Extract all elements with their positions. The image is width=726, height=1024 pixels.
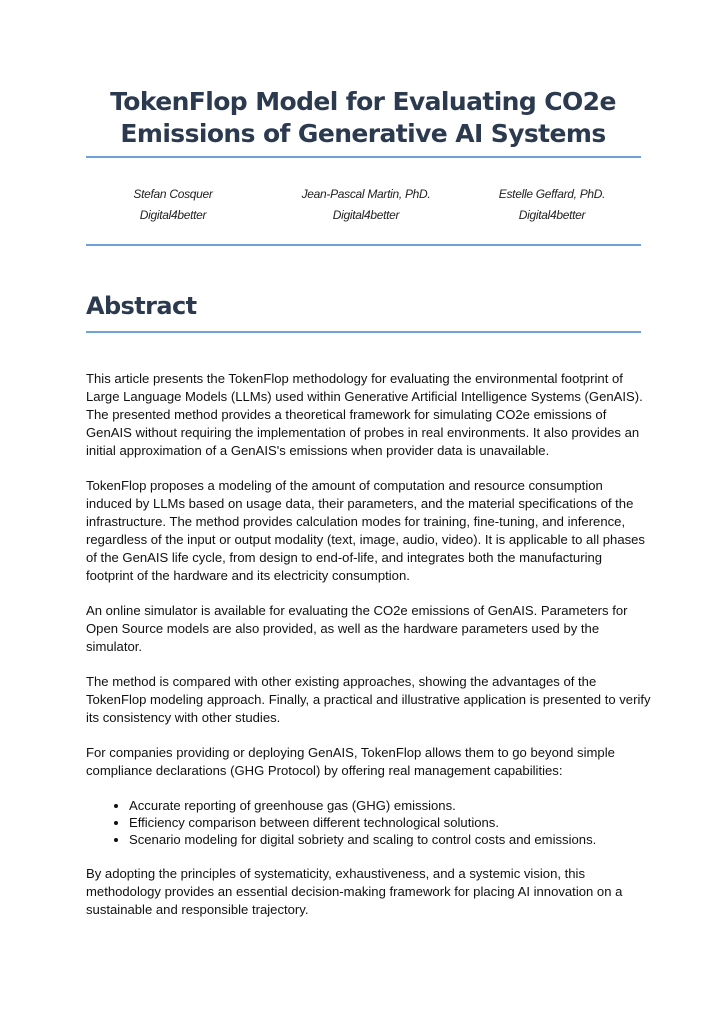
author-affiliation: Digital4better [139, 208, 207, 222]
abstract-paragraph-5: For companies providing or deploying GenAIS, TokenFlop allows them to go beyond simple compliance declarations (GHG Protocol) by offering real management capabilities: [86, 745, 615, 778]
title-line-2: Emissions of Generative AI Systems [120, 119, 606, 148]
list-item: • Efficiency comparison between different technological solutions. [129, 814, 652, 831]
abstract-paragraph-3: An online simulator is available for evaluating the CO2e emissions of GenAIS. Parameters for Open Source models are also provided, as well as the hardware parameters used by the simulator. [86, 603, 628, 654]
abstract-closing-paragraph: By adopting the principles of systematicity, exhaustiveness, and a systemic vision, this methodology provides an essential decision-making framework for placing AI innovation on a sustainable and responsible trajectory. [86, 866, 623, 917]
author-name: Estelle Geffard, PhD. [498, 187, 606, 201]
title-line-1: TokenFlop Model for Evaluating CO2e [110, 87, 616, 116]
abstract-divider [86, 331, 641, 333]
abstract-paragraph-1: This article presents the TokenFlop methodology for evaluating the environmental footprint of Large Language Models (LLMs) used within Generative Artificial Intelligence Systems (GenAIS). The presented method provides a theoretical framework for simulating CO2e emissions of GenAIS without requiring the implementation of probes in real environments. It also provides an initial approximation of a GenAIS's emissions when provider data is unavailable. [86, 371, 643, 458]
title-divider [86, 156, 641, 158]
author-divider [86, 244, 641, 246]
author-name: Stefan Cosquer [133, 187, 213, 201]
author-block [86, 184, 641, 224]
list-item: • Scenario modeling for digital sobriety and scaling to control costs and emissions. [129, 831, 652, 848]
list-item: • Accurate reporting of greenhouse gas (GHG) emissions. [129, 797, 652, 814]
capabilities-list [86, 797, 652, 848]
author-affiliation: Digital4better [332, 208, 400, 222]
abstract-body [86, 370, 652, 936]
author-3 [452, 184, 652, 226]
author-1 [73, 184, 273, 226]
author-name: Jean-Pascal Martin, PhD. [301, 187, 431, 201]
abstract-paragraph-4: The method is compared with other existing approaches, showing the advantages of the TokenFlop modeling approach. Finally, a practical and illustrative application is presented to verify its consistency with other studies. [86, 674, 651, 725]
abstract-heading: Abstract [86, 292, 197, 320]
author-2 [266, 184, 466, 226]
paper-title [86, 86, 640, 150]
author-affiliation: Digital4better [518, 208, 586, 222]
abstract-paragraph-2: TokenFlop proposes a modeling of the amount of computation and resource consumption induced by LLMs based on usage data, their parameters, and the material specifications of the infrastructure. The method provides calculation modes for training, fine-tuning, and inference, regardless of the input or output modality (text, image, audio, video). It is applicable to all phases of the GenAIS life cycle, from design to end-of-life, and integrates both the manufacturing footprint of the hardware and its electricity consumption. [86, 478, 645, 583]
